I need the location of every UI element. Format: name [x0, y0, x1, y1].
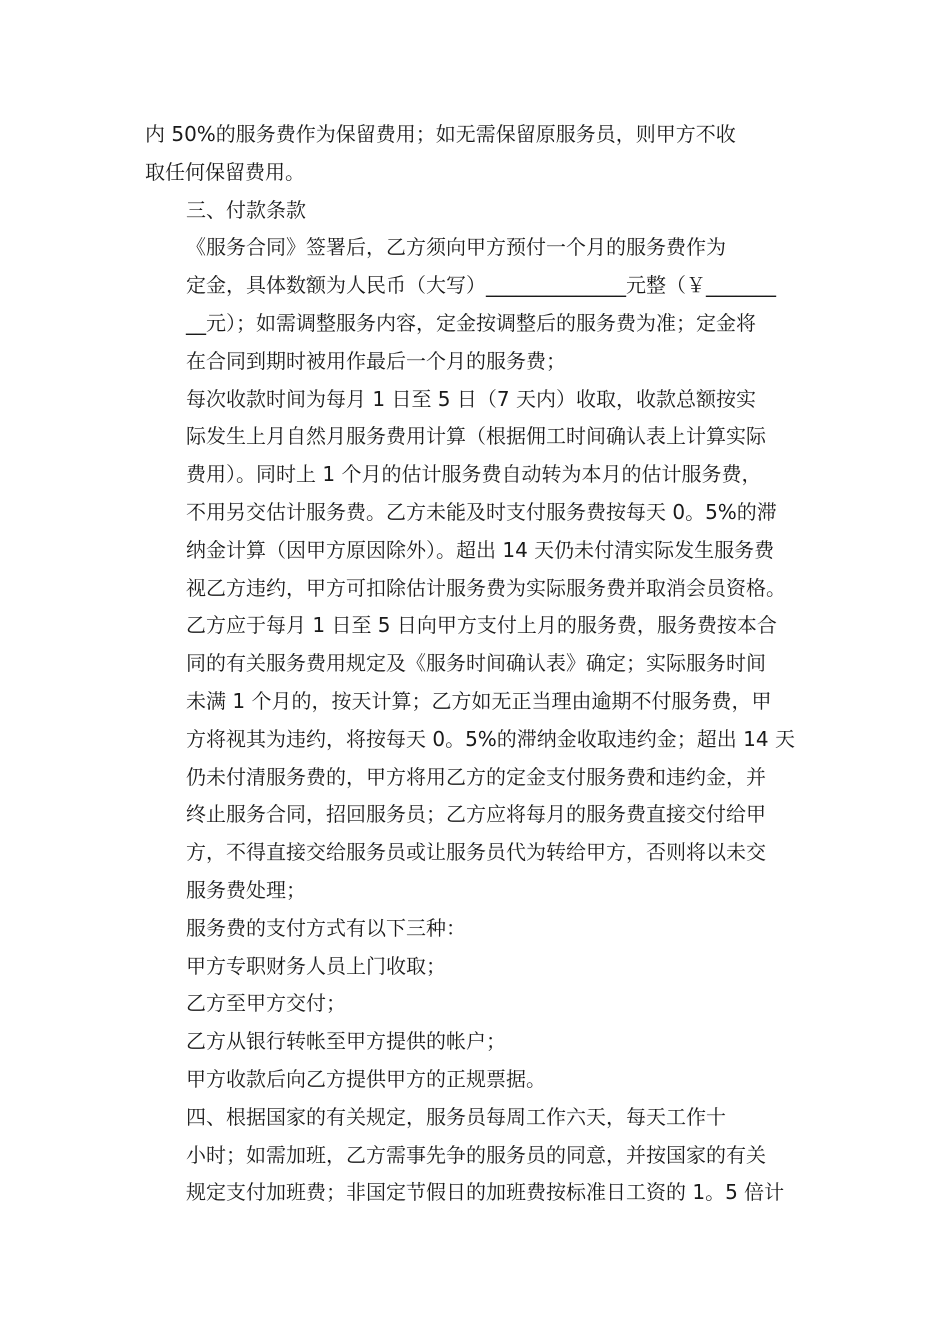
- text-line: 终止服务合同，招回服务员；乙方应将每月的服务费直接交付给甲: [186, 802, 766, 827]
- text-line: 内 50%的服务费作为保留费用；如无需保留原服务员，则甲方不收: [145, 122, 736, 146]
- text-line: 小时；如需加班，乙方需事先争的服务员的同意，并按国家的有关: [186, 1142, 766, 1167]
- text-line: 方将视其为违约，将按每天 0。5%的滞纳金收取违约金；超出 14 天: [186, 726, 795, 751]
- text-line: 取任何保留费用。: [145, 159, 305, 184]
- text-line: 视乙方违约，甲方可扣除估计服务费为实际服务费并取消会员资格。: [186, 575, 786, 600]
- text-line: 乙方至甲方交付；: [186, 991, 346, 1016]
- text-line: 不用另交估计服务费。乙方未能及时支付服务费按每天 0。5%的滞: [186, 499, 777, 524]
- text-line: 方，不得直接交给服务员或让服务员代为转给甲方，否则将以未交: [186, 840, 766, 865]
- payment-method-item: [145, 1023, 810, 1061]
- payment-method-item: [145, 948, 810, 986]
- payment-method-item: [145, 985, 810, 1023]
- paragraph-receipt: [145, 1061, 810, 1099]
- text-line: __元）；如需调整服务内容，定金按调整后的服务费为准；定金将: [186, 310, 756, 335]
- text-line: 未满 1 个月的，按天计算；乙方如无正当理由逾期不付服务费，甲: [186, 688, 772, 713]
- text-line: 定金，具体数额为人民币（大写）______________元整（￥_______: [186, 273, 776, 298]
- text-line: 甲方收款后向乙方提供甲方的正规票据。: [186, 1066, 546, 1091]
- paragraph-collection-schedule: [145, 381, 810, 910]
- document-page: [145, 116, 810, 1212]
- paragraph-deposit: [145, 229, 810, 380]
- text-line: 同的有关服务费用规定及《服务时间确认表》确定；实际服务时间: [186, 651, 766, 676]
- text-line: 际发生上月自然月服务费用计算（根据佣工时间确认表上计算实际: [186, 424, 766, 449]
- text-line: 在合同到期时被用作最后一个月的服务费；: [186, 348, 566, 373]
- paragraph-retention-fee: [145, 116, 810, 192]
- section-heading-payment-terms: [145, 192, 810, 230]
- text-line: 服务费的支付方式有以下三种：: [186, 915, 466, 940]
- text-line: 四、根据国家的有关规定，服务员每周工作六天，每天工作十: [186, 1104, 726, 1129]
- text-line: 纳金计算（因甲方原因除外）。超出 14 天仍未付清实际发生服务费: [186, 537, 775, 562]
- text-line: 《服务合同》签署后，乙方须向甲方预付一个月的服务费作为: [186, 235, 726, 260]
- paragraph-working-hours: [145, 1099, 810, 1212]
- text-line: 规定支付加班费；非国定节假日的加班费按标准日工资的 1。5 倍计: [186, 1180, 785, 1205]
- text-line: 乙方从银行转帐至甲方提供的帐户；: [186, 1029, 506, 1054]
- text-line: 服务费处理；: [186, 877, 306, 902]
- text-line: 仍未付清服务费的，甲方将用乙方的定金支付服务费和违约金，并: [186, 764, 766, 789]
- text-line: 乙方应于每月 1 日至 5 日向甲方支付上月的服务费，服务费按本合: [186, 613, 777, 638]
- paragraph-payment-methods-intro: [145, 910, 810, 948]
- text-line: 每次收款时间为每月 1 日至 5 日（7 天内）收取，收款总额按实: [186, 386, 756, 411]
- text-line: 三、付款条款: [186, 197, 306, 222]
- text-line: 甲方专职财务人员上门收取；: [186, 953, 446, 978]
- text-line: 费用）。同时上 1 个月的估计服务费自动转为本月的估计服务费，: [186, 462, 762, 487]
